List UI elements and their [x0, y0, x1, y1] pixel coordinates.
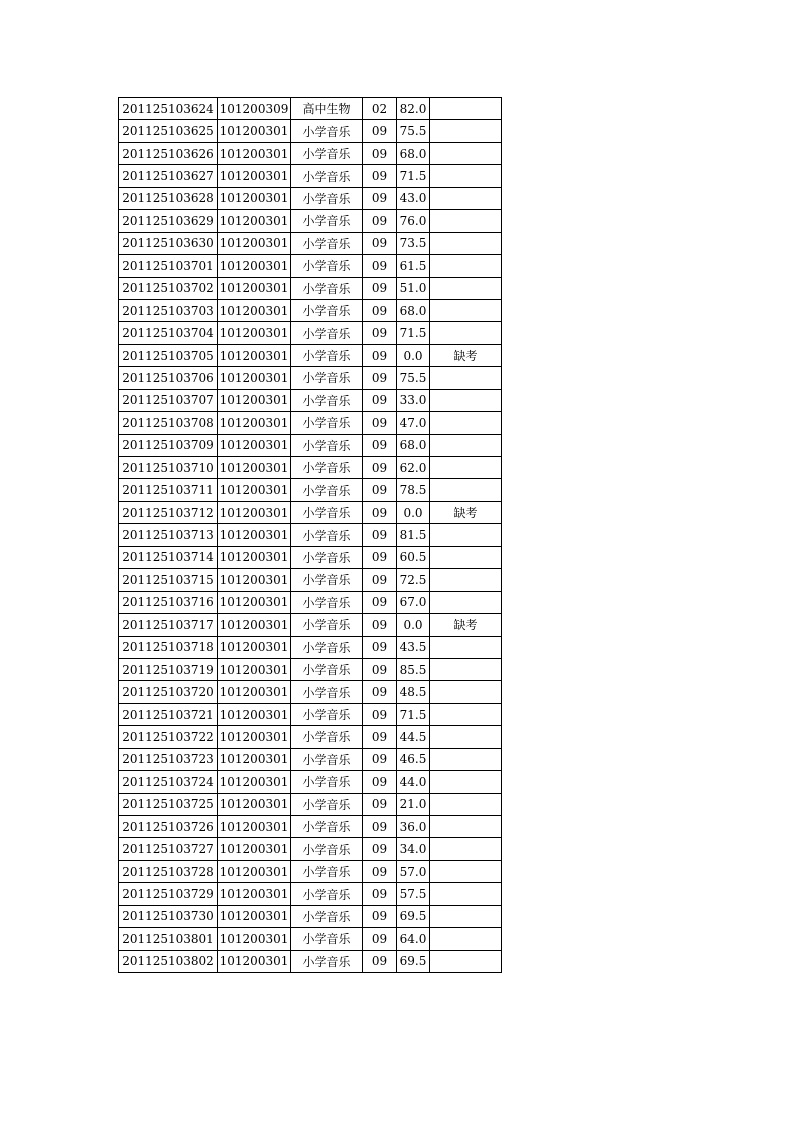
subject-cell: 小学音乐: [291, 457, 363, 479]
subject-cell: 小学音乐: [291, 187, 363, 209]
candidate-id-cell: 201125103710: [119, 457, 218, 479]
subject-number-cell: 09: [363, 793, 397, 815]
subject-number-cell: 09: [363, 950, 397, 972]
subject-cell: 小学音乐: [291, 681, 363, 703]
note-cell: [430, 838, 502, 860]
table-row: [119, 816, 502, 838]
note-cell: [430, 165, 502, 187]
subject-number-cell: 09: [363, 322, 397, 344]
position-code-cell: 101200301: [218, 681, 291, 703]
score-cell: 36.0: [397, 816, 430, 838]
subject-number-cell: 09: [363, 210, 397, 232]
note-cell: [430, 658, 502, 680]
position-code-cell: 101200301: [218, 299, 291, 321]
position-code-cell: 101200301: [218, 322, 291, 344]
scores-table-body: [119, 98, 502, 973]
table-row: [119, 838, 502, 860]
subject-cell: 小学音乐: [291, 120, 363, 142]
position-code-cell: 101200301: [218, 457, 291, 479]
position-code-cell: 101200301: [218, 950, 291, 972]
candidate-id-cell: 201125103707: [119, 389, 218, 411]
table-row: [119, 434, 502, 456]
score-cell: 73.5: [397, 232, 430, 254]
note-cell: 缺考: [430, 501, 502, 523]
score-cell: 57.0: [397, 860, 430, 882]
table-row: [119, 748, 502, 770]
table-row: [119, 187, 502, 209]
score-cell: 61.5: [397, 255, 430, 277]
table-row: [119, 636, 502, 658]
position-code-cell: 101200301: [218, 793, 291, 815]
note-cell: [430, 636, 502, 658]
position-code-cell: 101200301: [218, 658, 291, 680]
candidate-id-cell: 201125103709: [119, 434, 218, 456]
candidate-id-cell: 201125103624: [119, 98, 218, 120]
position-code-cell: 101200301: [218, 838, 291, 860]
subject-number-cell: 09: [363, 389, 397, 411]
table-row: [119, 142, 502, 164]
subject-number-cell: 09: [363, 142, 397, 164]
position-code-cell: 101200301: [218, 187, 291, 209]
subject-cell: 小学音乐: [291, 524, 363, 546]
note-cell: [430, 232, 502, 254]
position-code-cell: 101200309: [218, 98, 291, 120]
score-cell: 57.5: [397, 883, 430, 905]
position-code-cell: 101200301: [218, 120, 291, 142]
position-code-cell: 101200301: [218, 905, 291, 927]
score-cell: 48.5: [397, 681, 430, 703]
candidate-id-cell: 201125103801: [119, 928, 218, 950]
candidate-id-cell: 201125103726: [119, 816, 218, 838]
table-row: [119, 277, 502, 299]
candidate-id-cell: 201125103629: [119, 210, 218, 232]
position-code-cell: 101200301: [218, 703, 291, 725]
position-code-cell: 101200301: [218, 726, 291, 748]
subject-number-cell: 09: [363, 838, 397, 860]
subject-number-cell: 09: [363, 883, 397, 905]
subject-number-cell: 09: [363, 367, 397, 389]
table-row: [119, 591, 502, 613]
table-row: [119, 905, 502, 927]
subject-cell: 小学音乐: [291, 636, 363, 658]
candidate-id-cell: 201125103714: [119, 546, 218, 568]
subject-number-cell: 09: [363, 569, 397, 591]
note-cell: [430, 187, 502, 209]
position-code-cell: 101200301: [218, 479, 291, 501]
table-row: [119, 232, 502, 254]
position-code-cell: 101200301: [218, 232, 291, 254]
note-cell: [430, 142, 502, 164]
table-row: [119, 98, 502, 120]
subject-cell: 小学音乐: [291, 950, 363, 972]
subject-cell: 小学音乐: [291, 412, 363, 434]
subject-cell: 小学音乐: [291, 165, 363, 187]
candidate-id-cell: 201125103723: [119, 748, 218, 770]
note-cell: [430, 905, 502, 927]
subject-number-cell: 09: [363, 255, 397, 277]
subject-number-cell: 09: [363, 299, 397, 321]
candidate-id-cell: 201125103724: [119, 771, 218, 793]
position-code-cell: 101200301: [218, 142, 291, 164]
subject-cell: 小学音乐: [291, 367, 363, 389]
candidate-id-cell: 201125103725: [119, 793, 218, 815]
subject-cell: 小学音乐: [291, 591, 363, 613]
subject-cell: 小学音乐: [291, 771, 363, 793]
note-cell: [430, 322, 502, 344]
table-row: [119, 479, 502, 501]
note-cell: [430, 277, 502, 299]
note-cell: [430, 389, 502, 411]
note-cell: [430, 299, 502, 321]
position-code-cell: 101200301: [218, 412, 291, 434]
table-row: [119, 658, 502, 680]
note-cell: [430, 703, 502, 725]
table-row: [119, 344, 502, 366]
note-cell: [430, 98, 502, 120]
score-cell: 0.0: [397, 501, 430, 523]
position-code-cell: 101200301: [218, 614, 291, 636]
table-row: [119, 614, 502, 636]
table-row: [119, 726, 502, 748]
position-code-cell: 101200301: [218, 344, 291, 366]
position-code-cell: 101200301: [218, 367, 291, 389]
candidate-id-cell: 201125103715: [119, 569, 218, 591]
position-code-cell: 101200301: [218, 816, 291, 838]
table-row: [119, 681, 502, 703]
candidate-id-cell: 201125103712: [119, 501, 218, 523]
note-cell: [430, 816, 502, 838]
score-cell: 67.0: [397, 591, 430, 613]
subject-number-cell: 09: [363, 479, 397, 501]
candidate-id-cell: 201125103704: [119, 322, 218, 344]
subject-number-cell: 09: [363, 457, 397, 479]
subject-cell: 小学音乐: [291, 277, 363, 299]
subject-number-cell: 09: [363, 681, 397, 703]
subject-cell: 小学音乐: [291, 703, 363, 725]
note-cell: [430, 860, 502, 882]
candidate-id-cell: 201125103706: [119, 367, 218, 389]
note-cell: [430, 771, 502, 793]
candidate-id-cell: 201125103718: [119, 636, 218, 658]
subject-number-cell: 09: [363, 501, 397, 523]
subject-number-cell: 09: [363, 905, 397, 927]
score-cell: 44.5: [397, 726, 430, 748]
table-row: [119, 524, 502, 546]
subject-number-cell: 09: [363, 120, 397, 142]
score-cell: 44.0: [397, 771, 430, 793]
subject-number-cell: 09: [363, 344, 397, 366]
candidate-id-cell: 201125103628: [119, 187, 218, 209]
subject-cell: 小学音乐: [291, 322, 363, 344]
candidate-id-cell: 201125103802: [119, 950, 218, 972]
note-cell: [430, 681, 502, 703]
table-row: [119, 210, 502, 232]
subject-cell: 小学音乐: [291, 614, 363, 636]
subject-cell: 小学音乐: [291, 816, 363, 838]
subject-number-cell: 09: [363, 187, 397, 209]
score-cell: 75.5: [397, 120, 430, 142]
subject-cell: 小学音乐: [291, 299, 363, 321]
note-cell: [430, 950, 502, 972]
candidate-id-cell: 201125103719: [119, 658, 218, 680]
position-code-cell: 101200301: [218, 883, 291, 905]
candidate-id-cell: 201125103630: [119, 232, 218, 254]
note-cell: [430, 479, 502, 501]
candidate-id-cell: 201125103720: [119, 681, 218, 703]
score-cell: 47.0: [397, 412, 430, 434]
note-cell: [430, 726, 502, 748]
score-cell: 72.5: [397, 569, 430, 591]
position-code-cell: 101200301: [218, 636, 291, 658]
subject-number-cell: 09: [363, 860, 397, 882]
note-cell: [430, 524, 502, 546]
subject-cell: 小学音乐: [291, 658, 363, 680]
subject-number-cell: 09: [363, 434, 397, 456]
subject-cell: 小学音乐: [291, 748, 363, 770]
subject-number-cell: 09: [363, 546, 397, 568]
position-code-cell: 101200301: [218, 860, 291, 882]
note-cell: [430, 412, 502, 434]
table-row: [119, 569, 502, 591]
score-cell: 82.0: [397, 98, 430, 120]
note-cell: 缺考: [430, 614, 502, 636]
candidate-id-cell: 201125103711: [119, 479, 218, 501]
score-cell: 21.0: [397, 793, 430, 815]
subject-cell: 小学音乐: [291, 255, 363, 277]
score-cell: 43.5: [397, 636, 430, 658]
table-row: [119, 255, 502, 277]
note-cell: 缺考: [430, 344, 502, 366]
subject-cell: 小学音乐: [291, 838, 363, 860]
candidate-id-cell: 201125103722: [119, 726, 218, 748]
candidate-id-cell: 201125103729: [119, 883, 218, 905]
subject-number-cell: 09: [363, 726, 397, 748]
position-code-cell: 101200301: [218, 277, 291, 299]
subject-cell: 高中生物: [291, 98, 363, 120]
note-cell: [430, 210, 502, 232]
note-cell: [430, 546, 502, 568]
candidate-id-cell: 201125103721: [119, 703, 218, 725]
note-cell: [430, 434, 502, 456]
position-code-cell: 101200301: [218, 546, 291, 568]
position-code-cell: 101200301: [218, 210, 291, 232]
note-cell: [430, 120, 502, 142]
subject-cell: 小学音乐: [291, 434, 363, 456]
table-row: [119, 120, 502, 142]
candidate-id-cell: 201125103728: [119, 860, 218, 882]
score-cell: 34.0: [397, 838, 430, 860]
position-code-cell: 101200301: [218, 524, 291, 546]
score-cell: 71.5: [397, 703, 430, 725]
subject-cell: 小学音乐: [291, 546, 363, 568]
score-cell: 81.5: [397, 524, 430, 546]
candidate-id-cell: 201125103625: [119, 120, 218, 142]
score-cell: 75.5: [397, 367, 430, 389]
subject-number-cell: 09: [363, 614, 397, 636]
score-cell: 76.0: [397, 210, 430, 232]
note-cell: [430, 457, 502, 479]
table-row: [119, 928, 502, 950]
subject-cell: 小学音乐: [291, 569, 363, 591]
table-row: [119, 367, 502, 389]
subject-cell: 小学音乐: [291, 860, 363, 882]
table-row: [119, 883, 502, 905]
table-row: [119, 793, 502, 815]
candidate-id-cell: 201125103730: [119, 905, 218, 927]
position-code-cell: 101200301: [218, 748, 291, 770]
score-cell: 69.5: [397, 950, 430, 972]
candidate-id-cell: 201125103727: [119, 838, 218, 860]
position-code-cell: 101200301: [218, 389, 291, 411]
candidate-id-cell: 201125103713: [119, 524, 218, 546]
table-row: [119, 501, 502, 523]
candidate-id-cell: 201125103708: [119, 412, 218, 434]
subject-cell: 小学音乐: [291, 726, 363, 748]
score-cell: 62.0: [397, 457, 430, 479]
score-cell: 71.5: [397, 165, 430, 187]
note-cell: [430, 748, 502, 770]
score-cell: 43.0: [397, 187, 430, 209]
table-row: [119, 546, 502, 568]
candidate-id-cell: 201125103705: [119, 344, 218, 366]
subject-number-cell: 09: [363, 232, 397, 254]
subject-number-cell: 09: [363, 591, 397, 613]
subject-cell: 小学音乐: [291, 883, 363, 905]
candidate-id-cell: 201125103701: [119, 255, 218, 277]
candidate-id-cell: 201125103716: [119, 591, 218, 613]
note-cell: [430, 255, 502, 277]
subject-number-cell: 02: [363, 98, 397, 120]
subject-number-cell: 09: [363, 703, 397, 725]
candidate-id-cell: 201125103702: [119, 277, 218, 299]
subject-number-cell: 09: [363, 748, 397, 770]
position-code-cell: 101200301: [218, 771, 291, 793]
subject-cell: 小学音乐: [291, 479, 363, 501]
position-code-cell: 101200301: [218, 165, 291, 187]
position-code-cell: 101200301: [218, 928, 291, 950]
score-cell: 85.5: [397, 658, 430, 680]
table-row: [119, 860, 502, 882]
subject-number-cell: 09: [363, 636, 397, 658]
position-code-cell: 101200301: [218, 569, 291, 591]
subject-cell: 小学音乐: [291, 210, 363, 232]
score-cell: 33.0: [397, 389, 430, 411]
subject-number-cell: 09: [363, 412, 397, 434]
score-cell: 68.0: [397, 434, 430, 456]
candidate-id-cell: 201125103717: [119, 614, 218, 636]
position-code-cell: 101200301: [218, 591, 291, 613]
score-cell: 71.5: [397, 322, 430, 344]
position-code-cell: 101200301: [218, 501, 291, 523]
subject-cell: 小学音乐: [291, 142, 363, 164]
score-cell: 68.0: [397, 299, 430, 321]
note-cell: [430, 928, 502, 950]
score-cell: 69.5: [397, 905, 430, 927]
subject-number-cell: 09: [363, 524, 397, 546]
subject-number-cell: 09: [363, 658, 397, 680]
table-row: [119, 950, 502, 972]
table-row: [119, 299, 502, 321]
candidate-id-cell: 201125103626: [119, 142, 218, 164]
score-cell: 64.0: [397, 928, 430, 950]
note-cell: [430, 569, 502, 591]
score-cell: 0.0: [397, 614, 430, 636]
score-cell: 46.5: [397, 748, 430, 770]
subject-cell: 小学音乐: [291, 344, 363, 366]
subject-number-cell: 09: [363, 165, 397, 187]
score-cell: 0.0: [397, 344, 430, 366]
table-row: [119, 322, 502, 344]
note-cell: [430, 793, 502, 815]
table-row: [119, 389, 502, 411]
candidate-id-cell: 201125103627: [119, 165, 218, 187]
subject-number-cell: 09: [363, 277, 397, 299]
subject-cell: 小学音乐: [291, 905, 363, 927]
position-code-cell: 101200301: [218, 255, 291, 277]
score-cell: 51.0: [397, 277, 430, 299]
score-cell: 78.5: [397, 479, 430, 501]
subject-cell: 小学音乐: [291, 928, 363, 950]
scores-table: [118, 97, 502, 973]
table-row: [119, 703, 502, 725]
subject-cell: 小学音乐: [291, 501, 363, 523]
candidate-id-cell: 201125103703: [119, 299, 218, 321]
table-row: [119, 457, 502, 479]
table-row: [119, 412, 502, 434]
note-cell: [430, 883, 502, 905]
subject-number-cell: 09: [363, 816, 397, 838]
position-code-cell: 101200301: [218, 434, 291, 456]
subject-cell: 小学音乐: [291, 389, 363, 411]
subject-cell: 小学音乐: [291, 232, 363, 254]
table-row: [119, 165, 502, 187]
subject-number-cell: 09: [363, 771, 397, 793]
table-row: [119, 771, 502, 793]
subject-number-cell: 09: [363, 928, 397, 950]
note-cell: [430, 591, 502, 613]
subject-cell: 小学音乐: [291, 793, 363, 815]
score-cell: 68.0: [397, 142, 430, 164]
score-cell: 60.5: [397, 546, 430, 568]
note-cell: [430, 367, 502, 389]
